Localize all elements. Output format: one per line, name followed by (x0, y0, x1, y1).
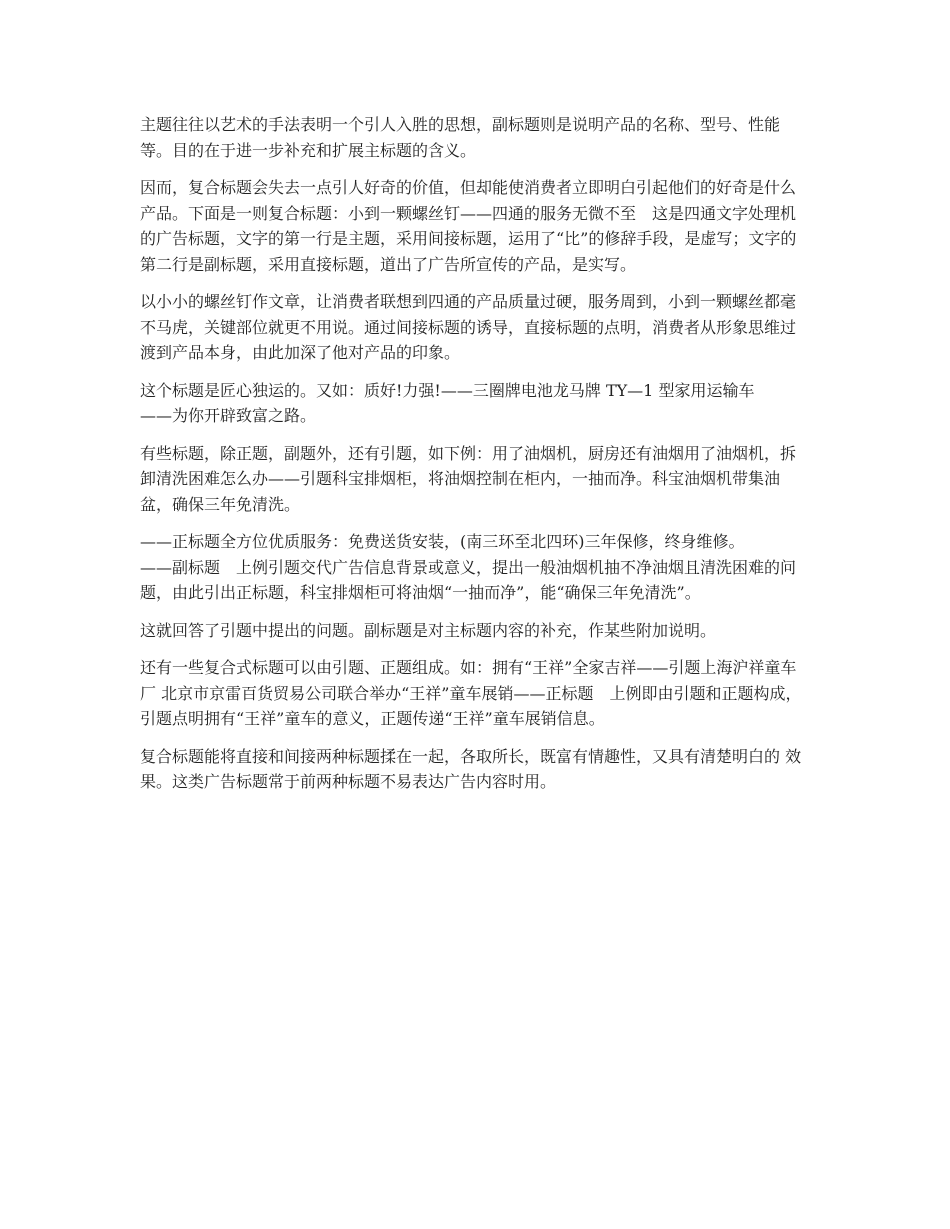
paragraph-9: 复合标题能将直接和间接两种标题揉在一起，各取所长，既富有情趣性，又具有清楚明白的 效果。这类广告标题常于前两种标题不易表达广告内容时用。 (140, 746, 802, 791)
paragraph-5: 有些标题，除正题，副题外，还有引题，如下例：用了油烟机，厨房还有油烟用了油烟机，拆卸清洗困难怎么办——引题科宝排烟柜，将油烟控制在柜内，一抽而净。科宝油烟机带集油盆，确保三年免清洗。 (140, 443, 797, 514)
paragraph-1: 主题往往以艺术的手法表明一个引人入胜的思想，副标题则是说明产品的名称、型号、性能等。目的在于进一步补充和扩展主标题的含义。 (140, 115, 781, 160)
paragraph-4: 这个标题是匠心独运的。又如：质好!力强!——三圈牌电池龙马牌 TY—1 型家用运输车 ——为你开辟致富之路。 (140, 380, 755, 425)
paragraph-6: ——正标题全方位优质服务：免费送货安装，(南三环至北四环)三年保修，终身维修。 ——副标题 上例引题交代广告信息背景或意义，提出一般油烟机抽不净油烟且清洗困难的问题，由此引出正标题，科宝排烟柜可将油烟“一抽而净”，能“确保三年免清洗”。 (140, 532, 797, 602)
paragraph-2: 因而，复合标题会失去一点引人好奇的价值，但却能使消费者立即明白引起他们的好奇是什么产品。下面是一则复合标题：小到一颗螺丝钉——四通的服务无微不至 这是四通文字处理机的广告标题，文字的第一行是主题，采用间接标题，运用了“比”的修辞手段，是虚写；文字的第二行是副标题，采用直接标题，道出了广告所宣传的产品，是实写。 (140, 178, 797, 274)
paragraph-7: 这就回答了引题中提出的问题。副标题是对主标题内容的补充，作某些附加说明。 (140, 620, 717, 640)
paragraph-3: 以小小的螺丝钉作文章，让消费者联想到四通的产品质量过硬，服务周到，小到一颗螺丝都毫不马虎，关键部位就更不用说。通过间接标题的诱导，直接标题的点明，消费者从形象思维过渡到产品本身，由此加深了他对产品的印象。 (140, 292, 797, 362)
paragraph-8: 还有一些复合式标题可以由引题、正题组成。如：拥有“王祥”全家吉祥——引题上海沪祥童车厂 北京市京雷百货贸易公司联合举办“王祥”童车展销——正标题 上例即由引题和正题构成，引题点明拥有“王祥”童车的意义，正题传递“王祥”童车展销信息。 (140, 658, 802, 728)
document-body (140, 112, 810, 807)
